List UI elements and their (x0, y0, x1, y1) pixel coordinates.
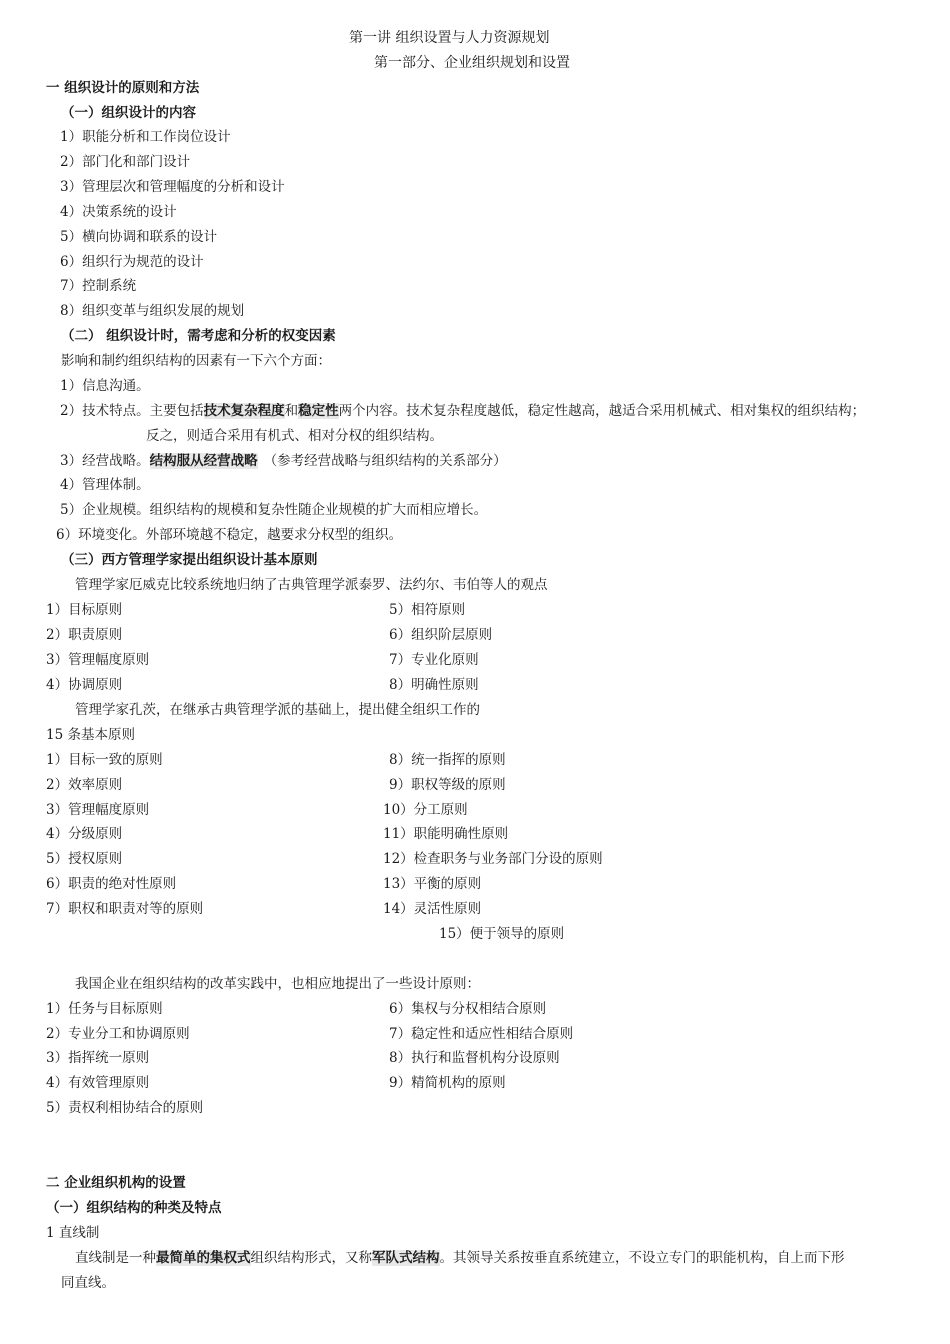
list-item: 7）控制系统 (60, 278, 137, 294)
page-subtitle: 第一部分、企业组织规划和设置 (374, 55, 570, 71)
list-item: 5）横向协调和联系的设计 (60, 229, 218, 245)
subsection-heading: （一）组织结构的种类及特点 (46, 1200, 222, 1216)
text-run: （参考经营战略与组织结构的关系部分） (263, 453, 507, 469)
list-item: 14）灵活性原则 (383, 901, 482, 917)
list-item: 4）协调原则 (46, 677, 123, 693)
list-item: 7）专业化原则 (389, 652, 479, 668)
highlighted-term: 最简单的集权式 (156, 1250, 251, 1266)
list-item: 8）统一指挥的原则 (389, 752, 506, 768)
paragraph: 我国企业在组织结构的改革实践中，也相应地提出了一些设计原则： (75, 976, 480, 992)
list-item: 9）精简机构的原则 (389, 1075, 506, 1091)
list-item: 5）企业规模。组织结构的规模和复杂性随企业规模的扩大而相应增长。 (60, 502, 488, 518)
list-item: 4）管理体制。 (60, 477, 150, 493)
highlighted-term: 军队式结构 (372, 1250, 440, 1266)
text-run: 。其领导关系按垂直系统建立，不设立专门的职能机构，自上而下形 (439, 1250, 845, 1266)
text-run: 3）经营战略。 (60, 453, 150, 469)
list-item: 6）组织阶层原则 (389, 627, 493, 643)
list-item: 6）职责的绝对性原则 (46, 876, 177, 892)
list-item: 5）相符原则 (389, 602, 466, 618)
subsection-heading: （三）西方管理学家提出组织设计基本原则 (61, 552, 318, 568)
text-run: 两个内容。技术复杂程度越低，稳定性越高，越适合采用机械式、相对集权的组织结构； (338, 403, 866, 419)
highlighted-term: 结构服从经营战略 (149, 453, 258, 469)
list-item: 8）执行和监督机构分设原则 (389, 1050, 560, 1066)
list-item: 1 直线制 (46, 1225, 100, 1241)
list-item (60, 452, 507, 470)
section-heading: 一 组织设计的原则和方法 (46, 80, 200, 96)
list-item: 7）稳定性和适应性相结合原则 (389, 1026, 574, 1042)
list-item: 6）集权与分权相结合原则 (389, 1001, 547, 1017)
paragraph: 15 条基本原则 (46, 727, 135, 743)
list-item: 2）职责原则 (46, 627, 123, 643)
list-item: 10）分工原则 (383, 802, 468, 818)
list-item: 2）效率原则 (46, 777, 123, 793)
highlighted-term: 稳定性 (298, 403, 339, 419)
list-item: 2）专业分工和协调原则 (46, 1026, 190, 1042)
list-item: 1）信息沟通。 (60, 378, 150, 394)
paragraph: 影响和制约组织结构的因素有一下六个方面： (61, 353, 331, 369)
list-item: 3）管理幅度原则 (46, 802, 150, 818)
list-item: 1）职能分析和工作岗位设计 (60, 129, 231, 145)
list-item: 13）平衡的原则 (383, 876, 482, 892)
list-item: 1）目标原则 (46, 602, 123, 618)
list-item: 2）部门化和部门设计 (60, 154, 191, 170)
list-item: 11）职能明确性原则 (383, 826, 509, 842)
highlighted-term: 技术复杂程度 (203, 403, 285, 419)
list-item: 7）职权和职责对等的原则 (46, 901, 204, 917)
list-item: 9）职权等级的原则 (389, 777, 506, 793)
subsection-heading: （一）组织设计的内容 (61, 105, 196, 121)
list-item-continuation: 反之，则适合采用有机式、相对分权的组织结构。 (146, 428, 443, 444)
subsection-heading: （二） 组织设计时，需考虑和分析的权变因素 (61, 328, 336, 344)
paragraph: 管理学家孔茨，在继承古典管理学派的基础上，提出健全组织工作的 (75, 702, 480, 718)
list-item: 8）明确性原则 (389, 677, 479, 693)
list-item: 3）指挥统一原则 (46, 1050, 150, 1066)
paragraph-continuation: 同直线。 (61, 1275, 115, 1291)
list-item: 6）组织行为规范的设计 (60, 254, 204, 270)
list-item: 5）授权原则 (46, 851, 123, 867)
text-run: 2）技术特点。主要包括 (60, 403, 204, 419)
list-item (60, 402, 865, 420)
page-title: 第一讲 组织设置与人力资源规划 (349, 30, 550, 46)
list-item: 5）责权利相协结合的原则 (46, 1100, 204, 1116)
list-item: 4）决策系统的设计 (60, 204, 177, 220)
list-item: 3）管理层次和管理幅度的分析和设计 (60, 179, 285, 195)
section-heading: 二 企业组织机构的设置 (46, 1175, 186, 1191)
list-item: 1）任务与目标原则 (46, 1001, 163, 1017)
text-run: 和 (284, 403, 299, 419)
paragraph: 管理学家厄威克比较系统地归纳了古典管理学派泰罗、法约尔、韦伯等人的观点 (75, 577, 548, 593)
list-item: 6）环境变化。外部环境越不稳定，越要求分权型的组织。 (56, 527, 403, 543)
list-item: 15）便于领导的原则 (439, 926, 565, 942)
list-item: 3）管理幅度原则 (46, 652, 150, 668)
text-run: 直线制是一种 (75, 1250, 156, 1266)
list-item: 8）组织变革与组织发展的规划 (60, 303, 245, 319)
list-item: 12）检查职务与业务部门分设的原则 (383, 851, 603, 867)
list-item: 4）有效管理原则 (46, 1075, 150, 1091)
text-run: 组织结构形式，又称 (250, 1250, 372, 1266)
list-item: 4）分级原则 (46, 826, 123, 842)
list-item: 1）目标一致的原则 (46, 752, 163, 768)
paragraph (75, 1249, 845, 1267)
